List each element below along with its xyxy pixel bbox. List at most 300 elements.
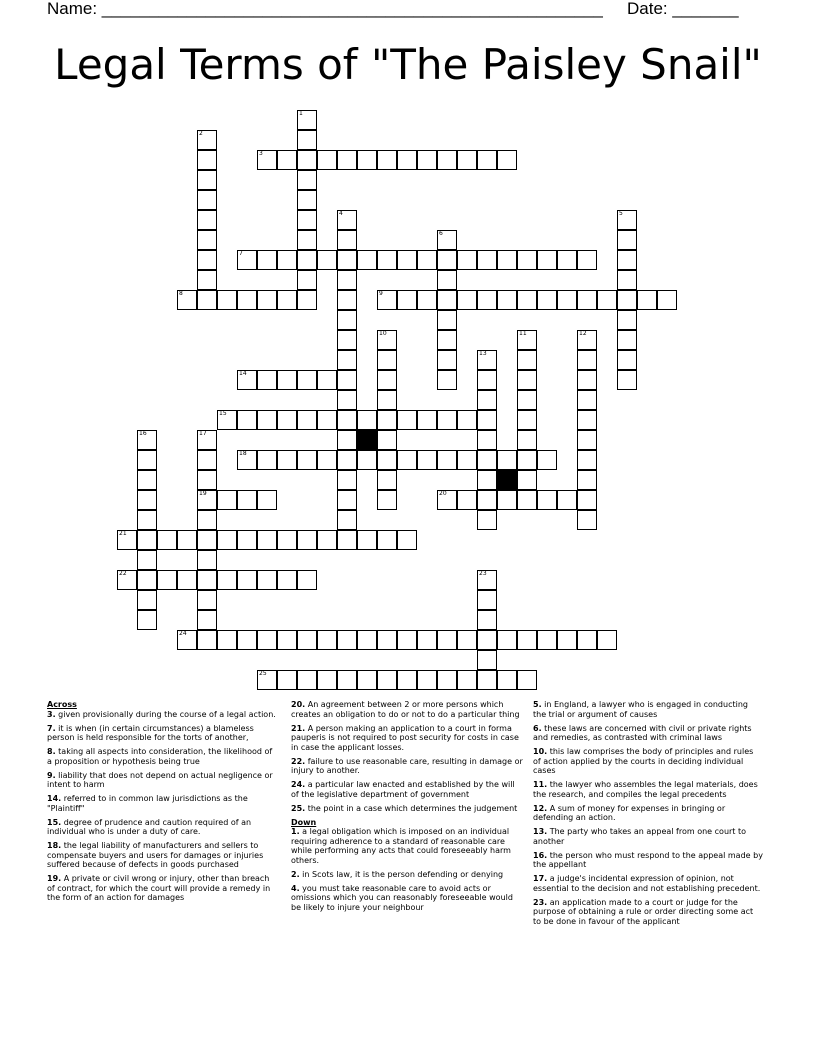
grid-cell[interactable]	[477, 570, 497, 590]
grid-cell[interactable]	[197, 450, 217, 470]
name-field-label[interactable]: Name: _____________________________________________________	[47, 0, 603, 18]
grid-cell[interactable]	[377, 490, 397, 510]
clue-item-number: 9.	[47, 770, 56, 780]
grid-cell[interactable]	[337, 290, 357, 310]
grid-cell[interactable]	[137, 570, 157, 590]
grid-cell[interactable]	[317, 530, 337, 550]
grid-cell[interactable]	[237, 250, 257, 270]
clue-item-text: in Scots law, it is the person defending or denying	[299, 869, 504, 879]
clue-item-number: 14.	[47, 794, 62, 803]
grid-cell[interactable]	[397, 530, 417, 550]
grid-cell[interactable]	[257, 670, 277, 690]
grid-cell[interactable]	[197, 490, 217, 510]
clue-item-text: a judge's incidental expression of opinion, not essential to the decision and not establishing precedent.	[533, 874, 761, 893]
grid-cell[interactable]	[617, 310, 637, 330]
grid-cell[interactable]	[257, 370, 277, 390]
grid-cell[interactable]	[617, 270, 637, 290]
grid-cell[interactable]	[337, 450, 357, 470]
grid-cell[interactable]	[477, 590, 497, 610]
grid-cell[interactable]	[257, 490, 277, 510]
grid-cell[interactable]	[437, 290, 457, 310]
grid-cell[interactable]	[297, 570, 317, 590]
grid-cell[interactable]	[417, 290, 437, 310]
clue-number: 17	[199, 430, 207, 437]
grid-cell[interactable]	[337, 410, 357, 430]
clue-heading-across: Across	[47, 700, 77, 709]
grid-cell[interactable]	[377, 470, 397, 490]
grid-cell[interactable]	[197, 470, 217, 490]
grid-cell[interactable]	[277, 670, 297, 690]
date-field-label[interactable]: Date: _______	[627, 0, 739, 18]
grid-cell[interactable]	[577, 430, 597, 450]
grid-cell[interactable]	[437, 370, 457, 390]
grid-cell[interactable]	[477, 410, 497, 430]
grid-cell[interactable]	[337, 510, 357, 530]
grid-cell[interactable]	[517, 430, 537, 450]
grid-cell[interactable]	[597, 630, 617, 650]
grid-cell[interactable]	[257, 450, 277, 470]
grid-cell[interactable]	[337, 670, 357, 690]
grid-cell[interactable]	[457, 250, 477, 270]
grid-cell[interactable]	[137, 590, 157, 610]
grid-cell[interactable]	[617, 250, 637, 270]
grid-cell[interactable]	[617, 350, 637, 370]
grid-cell[interactable]	[457, 490, 477, 510]
grid-cell[interactable]	[197, 150, 217, 170]
grid-cell[interactable]	[197, 290, 217, 310]
grid-cell[interactable]	[557, 250, 577, 270]
grid-cell[interactable]	[197, 590, 217, 610]
grid-cell[interactable]	[257, 570, 277, 590]
grid-cell[interactable]	[477, 350, 497, 370]
grid-cell[interactable]	[457, 670, 477, 690]
grid-cell[interactable]	[517, 330, 537, 350]
grid-cell[interactable]	[117, 570, 137, 590]
grid-cell[interactable]	[297, 530, 317, 550]
grid-cell[interactable]	[517, 410, 537, 430]
grid-cell[interactable]	[237, 450, 257, 470]
grid-cell[interactable]	[177, 290, 197, 310]
grid-cell[interactable]	[397, 450, 417, 470]
grid-cell[interactable]	[197, 510, 217, 530]
clue-column-1	[47, 700, 279, 907]
clue-item-text: in England, a lawyer who is engaged in conducting the trial or argument of causes	[533, 700, 748, 719]
grid-cell[interactable]	[557, 490, 577, 510]
grid-cell[interactable]	[397, 410, 417, 430]
grid-cell[interactable]	[477, 450, 497, 470]
grid-cell[interactable]	[577, 330, 597, 350]
grid-cell[interactable]	[457, 290, 477, 310]
grid-cell[interactable]	[317, 370, 337, 390]
grid-cell[interactable]	[337, 250, 357, 270]
grid-cell[interactable]	[317, 150, 337, 170]
grid-cell[interactable]	[217, 630, 237, 650]
grid-cell[interactable]	[137, 530, 157, 550]
grid-cell[interactable]	[197, 190, 217, 210]
grid-cell[interactable]	[477, 430, 497, 450]
grid-cell[interactable]	[237, 490, 257, 510]
grid-cell[interactable]	[337, 350, 357, 370]
grid-cell[interactable]	[337, 150, 357, 170]
grid-cell[interactable]	[137, 450, 157, 470]
clue-item-number: 22.	[291, 756, 306, 766]
grid-cell[interactable]	[417, 670, 437, 690]
grid-cell[interactable]	[517, 450, 537, 470]
grid-cell[interactable]	[417, 630, 437, 650]
grid-cell[interactable]	[337, 630, 357, 650]
grid-cell[interactable]	[577, 290, 597, 310]
grid-cell[interactable]	[397, 150, 417, 170]
grid-cell[interactable]	[357, 530, 377, 550]
grid-cell[interactable]	[217, 410, 237, 430]
grid-cell[interactable]	[517, 370, 537, 390]
clue-number: 3	[259, 150, 263, 157]
grid-cell[interactable]	[297, 130, 317, 150]
grid-cell[interactable]	[357, 150, 377, 170]
grid-cell[interactable]	[577, 450, 597, 470]
grid-cell[interactable]	[497, 490, 517, 510]
grid-cell[interactable]	[377, 250, 397, 270]
clue-number: 21	[119, 530, 127, 537]
grid-cell[interactable]	[437, 630, 457, 650]
grid-cell[interactable]	[617, 290, 637, 310]
grid-cell[interactable]	[337, 230, 357, 250]
grid-cell[interactable]	[257, 410, 277, 430]
grid-cell[interactable]	[457, 450, 477, 470]
grid-cell[interactable]	[357, 410, 377, 430]
grid-cell[interactable]	[217, 490, 237, 510]
grid-cell[interactable]	[577, 630, 597, 650]
grid-cell[interactable]	[337, 470, 357, 490]
grid-cell[interactable]	[537, 630, 557, 650]
grid-cell[interactable]	[517, 390, 537, 410]
grid-cell[interactable]	[297, 110, 317, 130]
grid-cell[interactable]	[437, 310, 457, 330]
grid-cell[interactable]	[177, 570, 197, 590]
grid-cell[interactable]	[557, 290, 577, 310]
grid-cell[interactable]	[137, 510, 157, 530]
clue-number: 12	[579, 330, 587, 337]
grid-cell[interactable]	[297, 410, 317, 430]
grid-cell[interactable]	[377, 390, 397, 410]
clue-number: 16	[139, 430, 147, 437]
grid-cell[interactable]	[517, 670, 537, 690]
grid-cell[interactable]	[597, 290, 617, 310]
grid-cell[interactable]	[577, 510, 597, 530]
grid-cell[interactable]	[237, 570, 257, 590]
grid-cell[interactable]	[277, 250, 297, 270]
grid-cell[interactable]	[457, 410, 477, 430]
grid-cell[interactable]	[517, 630, 537, 650]
grid-cell[interactable]	[477, 630, 497, 650]
grid-cell[interactable]	[237, 630, 257, 650]
grid-cell[interactable]	[157, 530, 177, 550]
grid-cell[interactable]	[357, 250, 377, 270]
grid-cell[interactable]	[257, 530, 277, 550]
grid-cell[interactable]	[477, 490, 497, 510]
grid-cell[interactable]	[137, 490, 157, 510]
grid-cell[interactable]	[337, 390, 357, 410]
clue-item-number: 5.	[533, 700, 542, 709]
grid-cell[interactable]	[197, 130, 217, 150]
grid-cell[interactable]	[337, 430, 357, 450]
clue-item-number: 4.	[291, 883, 300, 893]
grid-cell[interactable]	[517, 250, 537, 270]
grid-cell[interactable]	[177, 630, 197, 650]
grid-cell[interactable]	[197, 270, 217, 290]
clue-item-number: 19.	[47, 874, 62, 883]
grid-cell[interactable]	[417, 250, 437, 270]
grid-cell[interactable]	[557, 630, 577, 650]
grid-cell[interactable]	[617, 210, 637, 230]
clue-item	[47, 771, 279, 790]
grid-cell[interactable]	[317, 250, 337, 270]
grid-cell[interactable]	[337, 310, 357, 330]
clue-number: 11	[519, 330, 527, 337]
grid-cell[interactable]	[497, 150, 517, 170]
grid-cell[interactable]	[577, 390, 597, 410]
grid-cell[interactable]	[577, 470, 597, 490]
grid-cell[interactable]	[577, 350, 597, 370]
grid-cell[interactable]	[297, 670, 317, 690]
grid-cell[interactable]	[337, 370, 357, 390]
clue-item-text: the person who must respond to the appeal made by the appellant	[533, 850, 763, 869]
grid-cell[interactable]	[297, 630, 317, 650]
grid-cell[interactable]	[177, 530, 197, 550]
grid-cell[interactable]	[517, 490, 537, 510]
grid-cell[interactable]	[197, 250, 217, 270]
grid-cell[interactable]	[277, 630, 297, 650]
grid-cell[interactable]	[477, 390, 497, 410]
clue-number: 9	[379, 290, 383, 297]
grid-cell[interactable]	[497, 450, 517, 470]
clue-item	[291, 757, 523, 776]
grid-cell[interactable]	[337, 490, 357, 510]
grid-cell[interactable]	[397, 670, 417, 690]
grid-cell[interactable]	[497, 630, 517, 650]
grid-cell[interactable]	[197, 630, 217, 650]
grid-cell[interactable]	[497, 250, 517, 270]
grid-cell[interactable]	[377, 450, 397, 470]
grid-cell[interactable]	[297, 190, 317, 210]
grid-cell[interactable]	[297, 170, 317, 190]
grid-cell[interactable]	[117, 530, 137, 550]
grid-cell[interactable]	[657, 290, 677, 310]
grid-cell[interactable]	[277, 290, 297, 310]
grid-cell[interactable]	[477, 510, 497, 530]
grid-cell[interactable]	[197, 570, 217, 590]
grid-cell[interactable]	[517, 350, 537, 370]
grid-cell[interactable]	[317, 450, 337, 470]
grid-cell[interactable]	[257, 630, 277, 650]
grid-cell[interactable]	[277, 150, 297, 170]
clue-item-number: 11.	[533, 780, 548, 789]
grid-cell[interactable]	[237, 530, 257, 550]
grid-cell[interactable]	[617, 370, 637, 390]
grid-cell[interactable]	[237, 290, 257, 310]
grid-cell[interactable]	[397, 250, 417, 270]
clue-number: 4	[339, 210, 343, 217]
grid-cell[interactable]	[297, 450, 317, 470]
grid-cell[interactable]	[377, 330, 397, 350]
grid-cell[interactable]	[477, 370, 497, 390]
grid-cell[interactable]	[477, 670, 497, 690]
black-cell	[497, 470, 517, 490]
clue-item	[291, 870, 523, 880]
grid-cell[interactable]	[197, 170, 217, 190]
grid-cell[interactable]	[337, 330, 357, 350]
grid-cell[interactable]	[317, 410, 337, 430]
grid-cell[interactable]	[377, 350, 397, 370]
grid-cell[interactable]	[197, 550, 217, 570]
grid-cell[interactable]	[217, 290, 237, 310]
grid-cell[interactable]	[277, 570, 297, 590]
clue-item-text: you must take reasonable care to avoid acts or omissions which you can reasonably foreseeable would be likely to injure your neighbour	[291, 883, 513, 912]
grid-cell[interactable]	[257, 250, 277, 270]
clue-number: 18	[239, 450, 247, 457]
grid-cell[interactable]	[397, 290, 417, 310]
grid-cell[interactable]	[337, 270, 357, 290]
grid-cell[interactable]	[297, 210, 317, 230]
grid-cell[interactable]	[357, 630, 377, 650]
grid-cell[interactable]	[577, 490, 597, 510]
grid-cell[interactable]	[437, 450, 457, 470]
grid-cell[interactable]	[437, 330, 457, 350]
clue-item-number: 21.	[291, 723, 306, 733]
clue-list	[47, 700, 771, 1050]
grid-cell[interactable]	[197, 230, 217, 250]
grid-cell[interactable]	[277, 370, 297, 390]
grid-cell[interactable]	[137, 470, 157, 490]
grid-cell[interactable]	[377, 430, 397, 450]
clue-item	[291, 884, 523, 913]
grid-cell[interactable]	[277, 450, 297, 470]
grid-cell[interactable]	[577, 370, 597, 390]
grid-cell[interactable]	[457, 630, 477, 650]
grid-cell[interactable]	[197, 530, 217, 550]
clue-item-number: 20.	[291, 700, 306, 709]
grid-cell[interactable]	[537, 450, 557, 470]
grid-cell[interactable]	[577, 410, 597, 430]
grid-cell[interactable]	[377, 530, 397, 550]
grid-cell[interactable]	[437, 250, 457, 270]
grid-cell[interactable]	[337, 530, 357, 550]
grid-cell[interactable]	[397, 630, 417, 650]
grid-cell[interactable]	[297, 290, 317, 310]
clue-item-text: an application made to a court or judge for the purpose of obtaining a rule or order directing some act to be done in favour of the applicant	[533, 897, 754, 926]
grid-cell[interactable]	[617, 330, 637, 350]
clue-item-number: 6.	[533, 723, 542, 733]
clue-item-number: 24.	[291, 780, 306, 789]
grid-cell[interactable]	[497, 290, 517, 310]
grid-cell[interactable]	[437, 490, 457, 510]
grid-cell[interactable]	[617, 230, 637, 250]
grid-cell[interactable]	[197, 430, 217, 450]
grid-cell[interactable]	[317, 670, 337, 690]
clue-item-text: The party who takes an appeal from one court to another	[533, 827, 747, 846]
grid-cell[interactable]	[157, 570, 177, 590]
clue-number: 6	[439, 230, 443, 237]
grid-cell[interactable]	[297, 150, 317, 170]
grid-cell[interactable]	[277, 530, 297, 550]
grid-cell[interactable]	[197, 210, 217, 230]
grid-cell[interactable]	[477, 650, 497, 670]
grid-cell[interactable]	[437, 230, 457, 250]
grid-cell[interactable]	[357, 450, 377, 470]
clue-number: 20	[439, 490, 447, 497]
grid-cell[interactable]	[377, 630, 397, 650]
grid-cell[interactable]	[637, 290, 657, 310]
grid-cell[interactable]	[277, 410, 297, 430]
grid-cell[interactable]	[137, 430, 157, 450]
grid-cell[interactable]	[297, 250, 317, 270]
grid-cell[interactable]	[437, 410, 457, 430]
grid-cell[interactable]	[317, 630, 337, 650]
grid-cell[interactable]	[477, 610, 497, 630]
grid-cell[interactable]	[477, 250, 497, 270]
grid-cell[interactable]	[297, 270, 317, 290]
grid-cell[interactable]	[357, 670, 377, 690]
grid-cell[interactable]	[377, 370, 397, 390]
grid-cell[interactable]	[197, 610, 217, 630]
clue-number: 22	[119, 570, 127, 577]
grid-cell[interactable]	[417, 150, 437, 170]
grid-cell[interactable]	[477, 150, 497, 170]
grid-cell[interactable]	[457, 150, 477, 170]
grid-cell[interactable]	[137, 550, 157, 570]
grid-cell[interactable]	[517, 290, 537, 310]
grid-cell[interactable]	[537, 250, 557, 270]
grid-cell[interactable]	[437, 270, 457, 290]
grid-cell[interactable]	[137, 610, 157, 630]
grid-cell[interactable]	[297, 230, 317, 250]
grid-cell[interactable]	[217, 570, 237, 590]
grid-cell[interactable]	[437, 350, 457, 370]
clue-column-2	[291, 700, 523, 917]
clue-item-number: 25.	[291, 803, 306, 813]
clue-item-number: 7.	[47, 723, 56, 733]
grid-cell[interactable]	[537, 490, 557, 510]
grid-cell[interactable]	[237, 410, 257, 430]
grid-cell[interactable]	[257, 290, 277, 310]
grid-cell[interactable]	[337, 210, 357, 230]
grid-cell[interactable]	[377, 290, 397, 310]
clue-item-number: 12.	[533, 803, 548, 813]
grid-cell[interactable]	[437, 670, 457, 690]
grid-cell[interactable]	[537, 290, 557, 310]
grid-cell[interactable]	[237, 370, 257, 390]
grid-cell[interactable]	[577, 250, 597, 270]
clue-item-text: An agreement between 2 or more persons which creates an obligation to do or not to do a particular thing	[291, 700, 520, 719]
grid-cell[interactable]	[417, 450, 437, 470]
grid-cell[interactable]	[497, 670, 517, 690]
grid-cell[interactable]	[477, 470, 497, 490]
grid-cell[interactable]	[217, 530, 237, 550]
grid-cell[interactable]	[377, 670, 397, 690]
grid-cell[interactable]	[477, 290, 497, 310]
grid-cell[interactable]	[297, 370, 317, 390]
grid-cell[interactable]	[417, 410, 437, 430]
grid-cell[interactable]	[437, 150, 457, 170]
clue-item	[533, 724, 763, 743]
grid-cell[interactable]	[517, 470, 537, 490]
clue-item-number: 3.	[47, 709, 56, 719]
grid-cell[interactable]	[377, 150, 397, 170]
clue-item	[533, 898, 763, 927]
clue-item-number: 8.	[47, 747, 56, 756]
grid-cell[interactable]	[377, 410, 397, 430]
grid-cell[interactable]	[257, 150, 277, 170]
